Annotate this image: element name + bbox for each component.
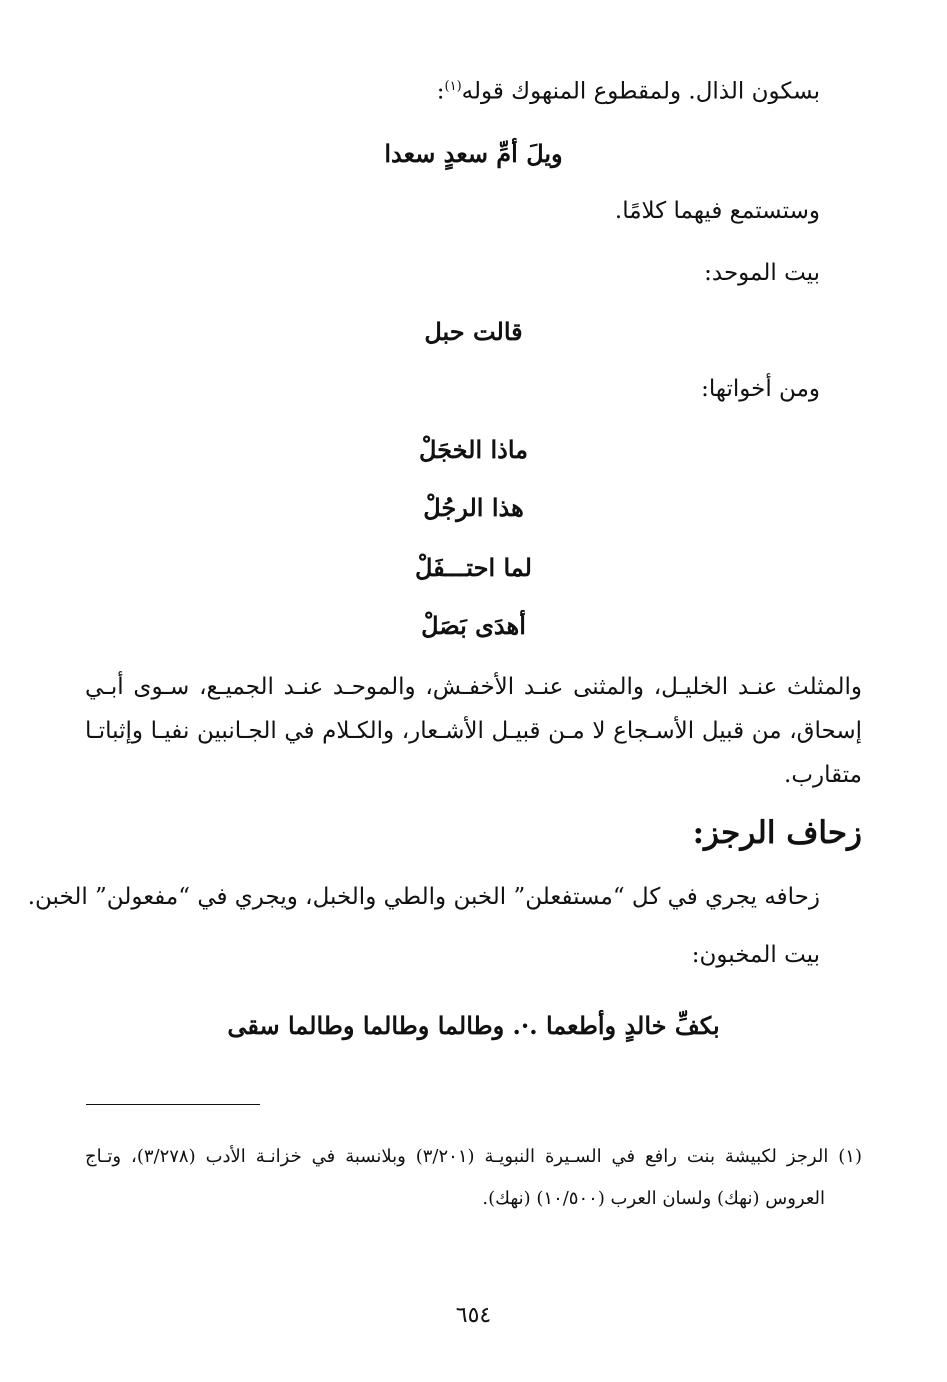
text-line-4: ومن أخواتها:	[701, 376, 820, 402]
footnote-ref: (١)	[444, 79, 462, 94]
section-heading: زحاف الرجز:	[692, 815, 862, 851]
footnote-divider	[86, 1104, 260, 1105]
text-intro: بسكون الذال. ولمقطوع المنهوك قوله	[461, 78, 820, 105]
verse-7: بكفِّ خالدٍ وأطعما .·. وطالما وطالما وطالما سقى	[227, 1011, 720, 1040]
page-number: ٦٥٤	[455, 1303, 492, 1328]
paragraph-line-3: متقارب.	[784, 762, 862, 788]
colon: :	[436, 78, 445, 105]
paragraph-line-2: إسحاق، من قبيل الأسـجاع لا مـن قبيـل الأشـعار، والكـلام في الجـانبين نفيـا وإثباتـا	[85, 718, 862, 744]
verse-3: ماذا الخجَلْ	[418, 435, 529, 464]
paragraph-line-1: والمثلث عنـد الخليـل، والمثنى عنـد الأخفـش، والموحـد عنـد الجميـع، سـوى أبـي	[85, 674, 862, 700]
text-line-3: بيت الموحد:	[704, 260, 820, 286]
verse-5: لما احتـــفَلْ	[414, 553, 532, 582]
verse-4: هذا الرجُلْ	[423, 493, 524, 522]
verse-6: أهدَى بَصَلْ	[421, 611, 526, 640]
verse-2: قالت حبل	[424, 317, 523, 346]
text-line-intro	[437, 80, 820, 104]
text-line-2: وستستمع فيهما كلامًا.	[614, 198, 820, 224]
verse-1: ويلَ أمِّ سعدٍ سعدا	[384, 139, 563, 168]
footnote-line-2: العروس (نهك) ولسان العرب (١٠/٥٠٠) (نهك).	[482, 1188, 825, 1209]
section-text-2: بيت المخبون:	[691, 942, 820, 968]
section-text-1: زحافه يجري في كل “مستفعلن” الخبن والطي والخبل، ويجري في “مفعولن” الخبن.	[27, 884, 820, 910]
footnote-line-1: (١) الرجز لكبيشة بنت رافع في السـيرة النبويـة (٣/٢٠١) وبلانسبة في خزانـة الأدب (٣/٢٧٨)، وتـاج	[85, 1146, 862, 1167]
